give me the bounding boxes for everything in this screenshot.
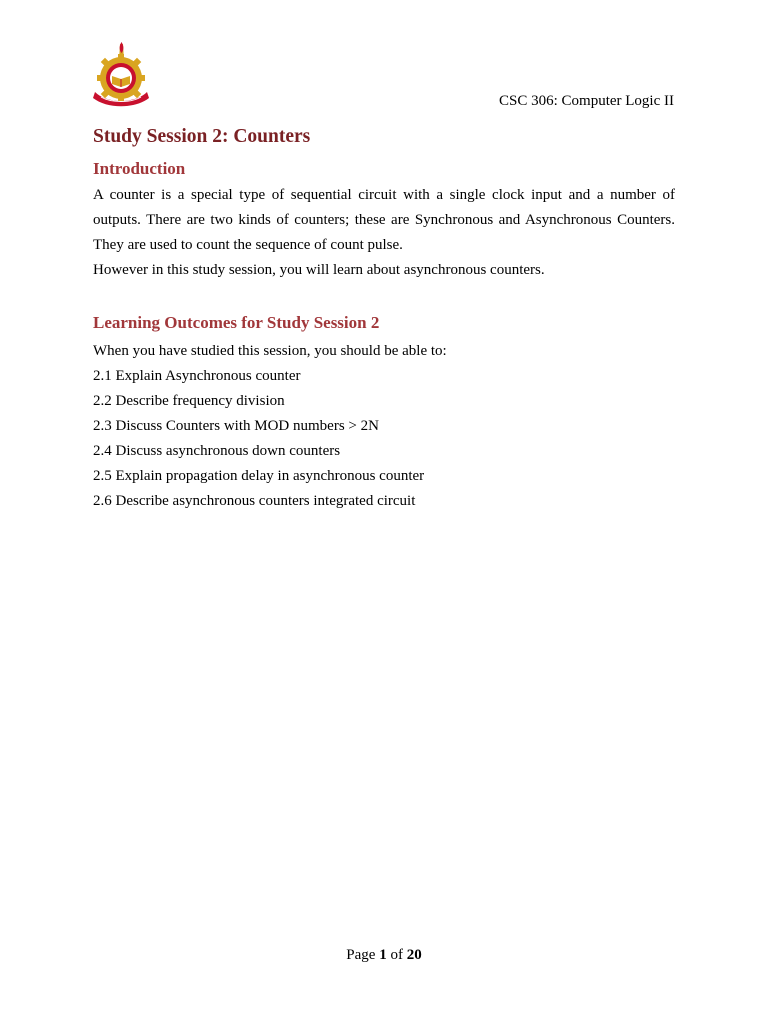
outcome-item: 2.3 Discuss Counters with MOD numbers > 2N bbox=[93, 418, 379, 434]
page-content bbox=[93, 124, 675, 514]
page-footer bbox=[0, 946, 768, 964]
introduction-heading: Introduction bbox=[93, 159, 186, 178]
outcome-item: 2.5 Explain propagation delay in asynchronous counter bbox=[93, 468, 425, 484]
learning-outcomes-heading: Learning Outcomes for Study Session 2 bbox=[93, 313, 380, 332]
introduction-paragraph: A counter is a special type of sequential circuit with a single clock input and a number of outputs. There are two kinds of counters; these are Synchronous and Asynchronous Counters. They are used to count the sequence of count pulse. bbox=[93, 187, 675, 253]
total-pages-number: 20 bbox=[406, 947, 422, 963]
learning-outcomes-lead: When you have studied this session, you should be able to: bbox=[93, 343, 447, 359]
introduction-note: However in this study session, you will learn about asynchronous counters. bbox=[93, 262, 545, 278]
page-label: Page bbox=[346, 947, 376, 963]
course-header: CSC 306: Computer Logic II bbox=[499, 93, 674, 109]
learning-outcomes-list bbox=[93, 364, 675, 514]
session-title: Study Session 2: Counters bbox=[93, 126, 311, 147]
outcome-item: 2.2 Describe frequency division bbox=[93, 393, 285, 409]
university-crest-icon bbox=[91, 42, 151, 108]
of-label: of bbox=[390, 947, 403, 963]
outcome-item: 2.1 Explain Asynchronous counter bbox=[93, 368, 301, 384]
outcome-item: 2.6 Describe asynchronous counters integrated circuit bbox=[93, 493, 416, 509]
outcome-item: 2.4 Discuss asynchronous down counters bbox=[93, 443, 341, 459]
current-page-number: 1 bbox=[379, 947, 387, 963]
